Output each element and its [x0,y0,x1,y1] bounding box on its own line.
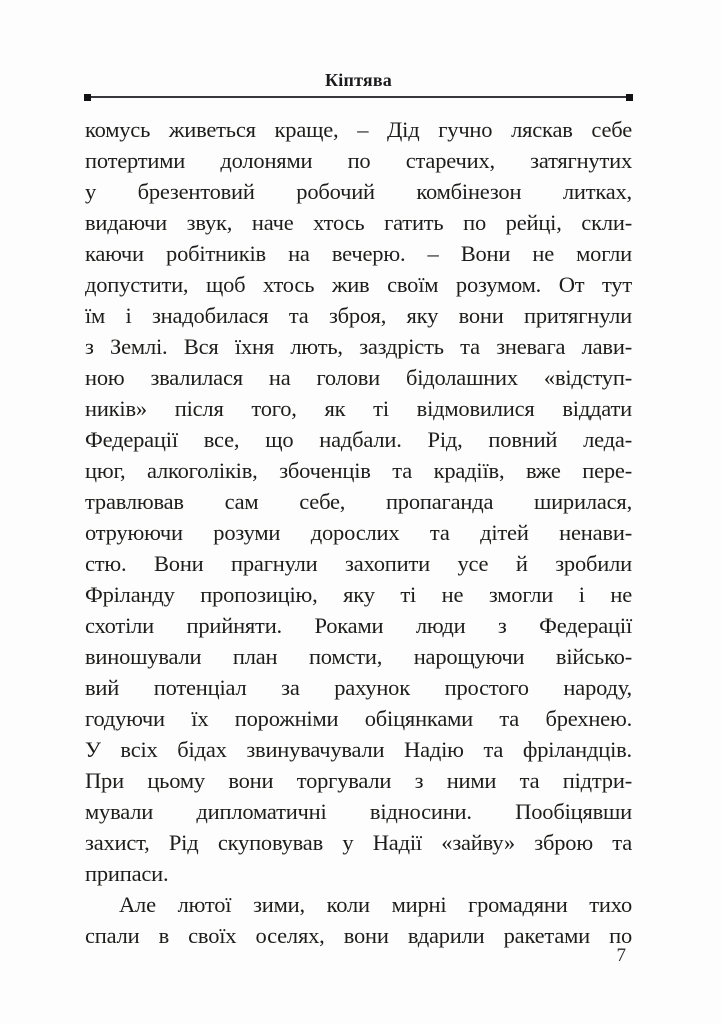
page-body [85,114,632,951]
text-line: ників» після того, як ті відмовилися віддати [85,396,632,421]
text-line: Але лютої зими, коли мирні громадяни тихо [119,892,632,917]
rule-end-square-left [84,94,91,101]
text-line: вий потенціал за рахунок простого народу, [85,675,632,700]
text-line: При цьому вони торгували з ними та підтри- [85,768,632,793]
text-line: спали в своїх оселях, вони вдарили ракетами по [85,923,632,948]
text-line: комусь живеться краще, – Дід гучно ляскав себе [85,117,632,142]
text-line: з Землі. Вся їхня лють, заздрість та зневага лави- [85,334,632,359]
text-line: отруюючи розуми дорослих та дітей ненави- [85,520,632,545]
text-line: У всіх бідах звинувачували Надію та фріландців. [85,737,632,762]
text-line: мували дипломатичні відносини. Пообіцявши [85,799,632,824]
text-line: годуючи їх порожніми обіцянками та брехнею. [85,706,632,731]
text-line: виношували план помсти, нарощуючи військо- [85,644,632,669]
text-line: схотіли прийняти. Роками люди з Федерації [85,613,632,638]
text-line: стю. Вони прагнули захопити усе й зробили [85,551,632,576]
text-line: у брезентовий робочий комбінезон литках, [85,179,632,204]
rule-end-square-right [626,94,633,101]
text-line: їм і знадобилася та зброя, яку вони притягнули [85,303,632,328]
text-line: захист, Рід скуповував у Надії «зайву» зброю та [85,830,632,855]
header-rule [85,96,632,98]
text-line: Федерації все, що надбали. Рід, повний леда- [85,427,632,452]
text-line: припаси. [85,861,169,886]
book-title: Кіптява [325,70,392,90]
running-header [85,0,632,98]
text-line: Фріланду пропозицію, яку ті не змогли і не [85,582,632,607]
text-column [85,0,632,951]
text-line: цюг, алкоголіків, збоченців та крадіїв, вже пере- [85,458,632,483]
text-line: каючи робітників на вечерю. – Вони не могли [85,241,632,266]
text-line: потертими долонями по старечих, затягнутих [85,148,632,173]
text-line: травлював сам себе, пропаганда ширилася, [85,489,632,514]
text-line: ною звалилася на голови бідолашних «відступ- [85,365,632,390]
text-line: допустити, щоб хтось жив своїм розумом. От тут [85,272,632,297]
text-line: видаючи звук, наче хтось гатить по рейці, скли- [85,210,632,235]
page-number: 7 [616,945,626,966]
